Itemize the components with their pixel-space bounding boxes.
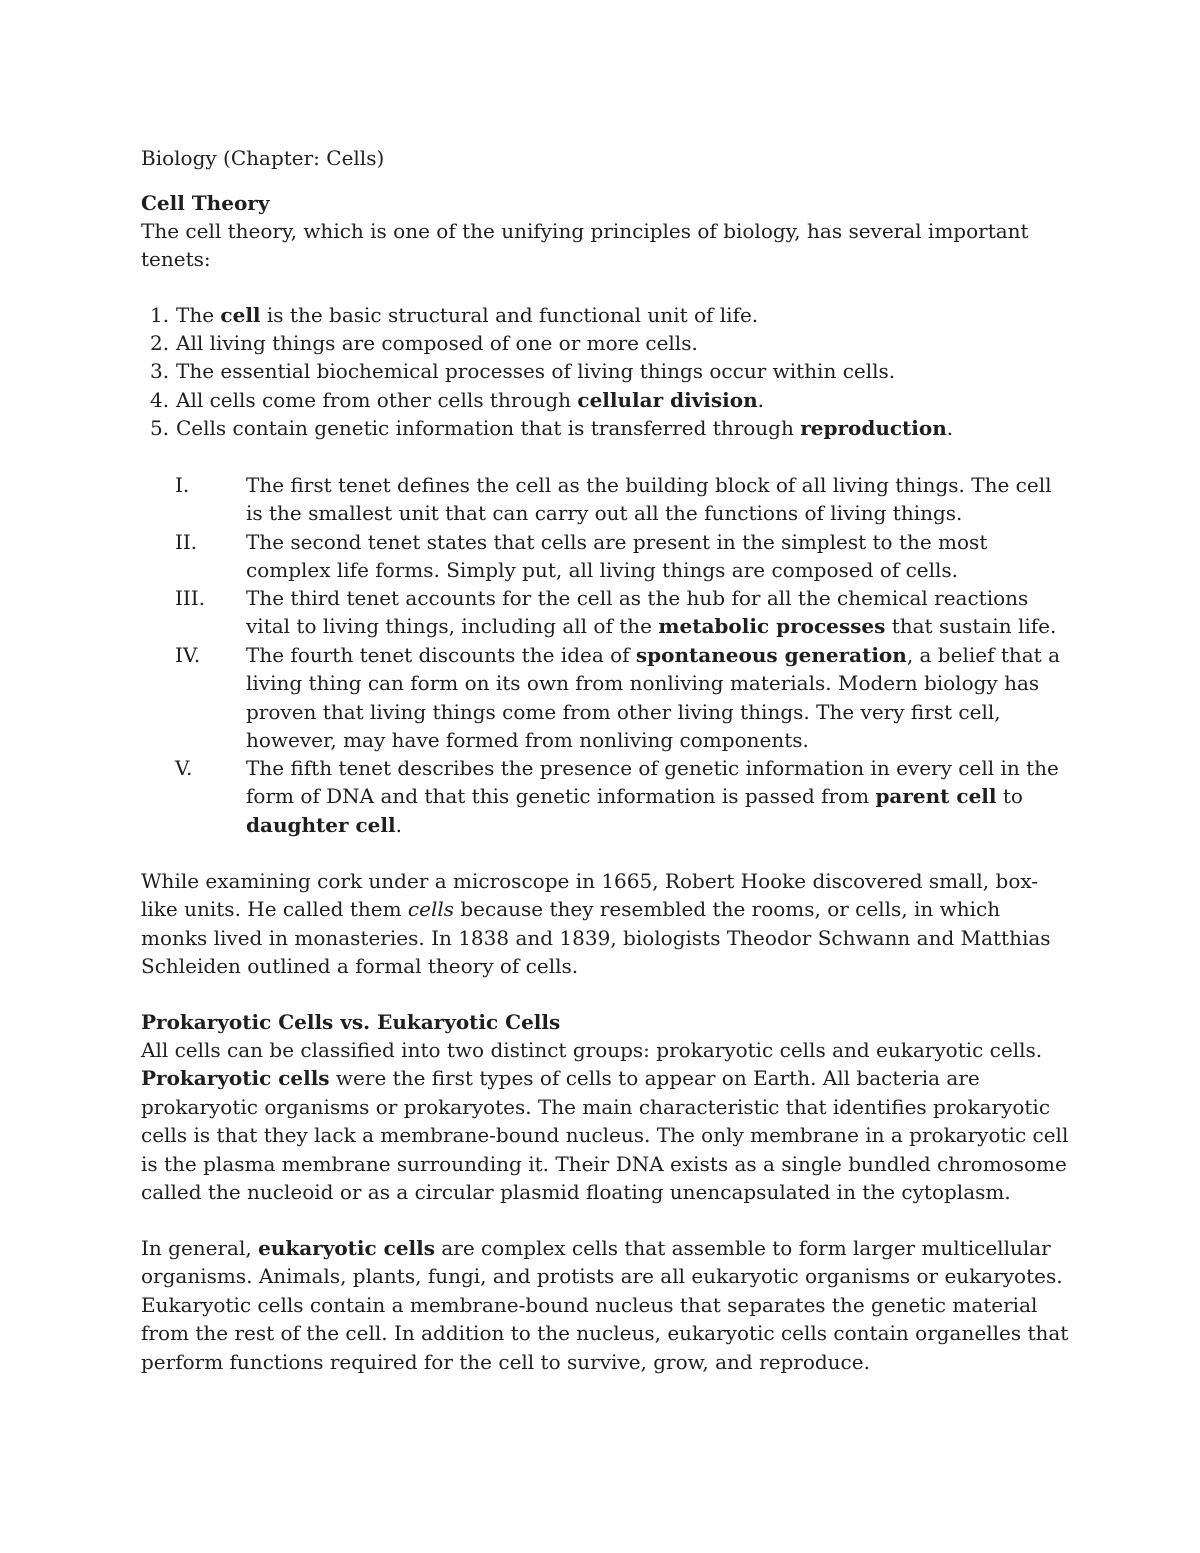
tenet-item: 2. All living things are composed of one or more cells. xyxy=(176,329,1066,357)
tenet-item: 5. Cells contain genetic information that is transferred through reproduction. xyxy=(176,414,1066,442)
explanation-number: II. xyxy=(175,530,198,554)
explanation-item: IV. The fourth tenet discounts the idea of spontaneous generation, a belief that a living thing can form on its own from nonliving materials. Modern biology has proven that living things come from other living things. The very first cell, however, may have formed from nonliving components. xyxy=(175,643,1060,753)
explanation-number: IV. xyxy=(175,643,201,667)
tenet-item: 3. The essential biochemical processes of living things occur within cells. xyxy=(176,357,1066,385)
key-term: reproduction xyxy=(800,416,947,440)
tenet-item: 1. The cell is the basic structural and functional unit of life. xyxy=(176,301,1066,329)
prokaryotic-paragraph: All cells can be classified into two distinct groups: prokaryotic cells and eukaryotic cells. Prokaryotic cells were the first types of cells to appear on Earth. All bacteria are prokaryotic organisms or prokaryotes. The main characteristic that identifies prokaryotic cells is that they lack a membrane-bound nucleus. The only membrane in a prokaryotic cell is the plasma membrane surrounding it. Their DNA exists as a single bundled chromosome called the nucleoid or as a circular plasmid floating unencapsulated in the cytoplasm. xyxy=(141,1038,1069,1205)
key-term: spontaneous generation xyxy=(635,643,907,667)
key-term: daughter cell xyxy=(246,812,396,837)
explanation-item: III. The third tenet accounts for the cell as the hub for all the chemical reactions vital to living things, including all of the metabolic processes that sustain life. xyxy=(175,586,1057,639)
explanation-item: I. The first tenet defines the cell as the building block of all living things. The cell is the smallest unit that can carry out all the functions of living things. xyxy=(175,473,1052,526)
explanation-number: V. xyxy=(175,756,193,780)
cell-theory-intro: The cell theory, which is one of the unifying principles of biology, has several important tenets: xyxy=(141,219,1029,272)
cell-theory-heading: Cell Theory xyxy=(141,191,270,215)
key-term: cellular division xyxy=(577,388,758,412)
tenet-number: 4. xyxy=(150,388,170,412)
explanation-item: V. The fifth tenet describes the presence of genetic information in every cell in the form of DNA and that this genetic information is passed from parent cell to daughter cell. xyxy=(175,756,1059,837)
prokaryotic-eukaryotic-heading: Prokaryotic Cells vs. Eukaryotic Cells xyxy=(141,1010,561,1034)
explanation-number: I. xyxy=(175,473,190,497)
tenet-number: 3. xyxy=(150,359,170,383)
key-term: Prokaryotic cells xyxy=(141,1066,330,1091)
tenet-number: 5. xyxy=(150,416,170,440)
italic-term: cells xyxy=(407,897,454,922)
explanation-number: III. xyxy=(175,586,206,610)
key-term: cell xyxy=(220,303,261,327)
history-paragraph: While examining cork under a microscope in 1665, Robert Hooke discovered small, box-like units. He called them cells because they resembled the rooms, or cells, in which monks lived in monasteries. In 1838 and 1839, biologists Theodor Schwann and Matthias Schleiden outlined a formal theory of cells. xyxy=(141,869,1051,979)
tenet-number: 1. xyxy=(150,303,170,327)
explanation-item: II. The second tenet states that cells are present in the simplest to the most complex life forms. Simply put, all living things are composed of cells. xyxy=(175,530,988,583)
document-title: Biology (Chapter: Cells) xyxy=(141,146,385,170)
tenet-item: 4. All cells come from other cells through cellular division. xyxy=(176,386,1066,414)
key-term: parent cell xyxy=(875,784,997,809)
eukaryotic-paragraph: In general, eukaryotic cells are complex cells that assemble to form larger multicellular organisms. Animals, plants, fungi, and protists are all eukaryotic organisms or eukaryotes. Eukaryotic cells contain a membrane-bound nucleus that separates the genetic material from the rest of the cell. In addition to the nucleus, eukaryotic cells contain organelles that perform functions required for the cell to survive, grow, and reproduce. xyxy=(141,1236,1069,1374)
tenet-number: 2. xyxy=(150,331,170,355)
key-term: metabolic processes xyxy=(658,614,886,639)
key-term: eukaryotic cells xyxy=(258,1236,436,1260)
